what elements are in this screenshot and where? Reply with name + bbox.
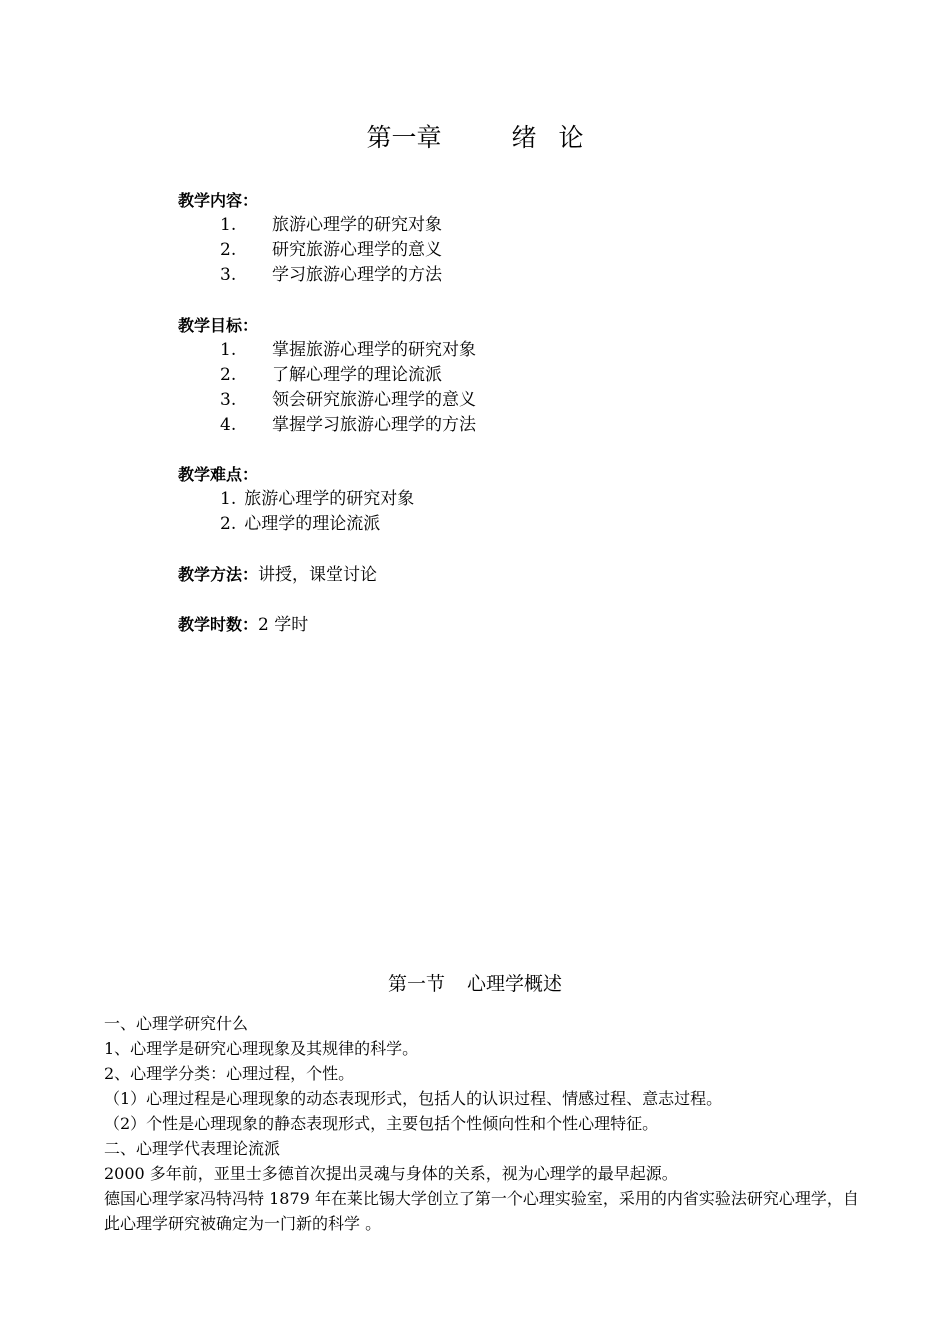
teaching-difficulties-label: 教学难点：	[178, 465, 259, 484]
list-item: 4. 掌握学习旅游心理学的方法	[220, 415, 476, 435]
teaching-hours-line	[178, 612, 308, 638]
list-item: 3. 领会研究旅游心理学的意义	[220, 390, 476, 410]
heading-two: 二、心理学代表理论流派	[104, 1139, 281, 1158]
list-item: 1. 旅游心理学的研究对象	[220, 489, 415, 509]
paragraph: 德国心理学家冯特冯特 1879 年在莱比锡大学创立了第一个心理实验室，采用的内省实验法研究心理学，自此心理学研究被确定为一门新的科学 。	[104, 1189, 859, 1233]
list-item: 2. 研究旅游心理学的意义	[220, 240, 442, 260]
list-item: 1. 旅游心理学的研究对象	[220, 215, 442, 235]
section-body	[104, 1011, 864, 1236]
section-title	[0, 970, 950, 998]
list-item: 3. 学习旅游心理学的方法	[220, 265, 442, 285]
chapter-title	[0, 121, 950, 155]
list-item: 2. 了解心理学的理论流派	[220, 365, 442, 385]
chapter-title-part1: 绪	[511, 123, 537, 152]
teaching-goals-label: 教学目标：	[178, 316, 259, 335]
teaching-methods-line	[178, 562, 377, 588]
list-item: 2. 心理学的理论流派	[220, 514, 381, 534]
list-item: 1. 掌握旅游心理学的研究对象	[220, 340, 476, 360]
chapter-title-part2: 论	[558, 123, 584, 152]
paragraph: （1）心理过程是心理现象的动态表现形式，包括人的认识过程、情感过程、意志过程。	[104, 1089, 723, 1108]
paragraph: （2）个性是心理现象的静态表现形式，主要包括个性倾向性和个性心理特征。	[104, 1114, 659, 1133]
paragraph: 2、心理学分类：心理过程，个性。	[104, 1064, 355, 1083]
heading-one: 一、心理学研究什么	[104, 1014, 249, 1033]
teaching-hours-value: 2 学时	[258, 615, 309, 635]
paragraph: 2000 多年前，亚里士多德首次提出灵魂与身体的关系，视为心理学的最早起源。	[104, 1164, 678, 1183]
teaching-hours-label: 教学时数：	[178, 615, 259, 634]
teaching-difficulties-block	[178, 462, 414, 537]
teaching-content-block	[178, 188, 442, 288]
section-number: 第一节	[387, 973, 445, 995]
teaching-content-label: 教学内容：	[178, 191, 259, 210]
teaching-methods-label: 教学方法：	[178, 565, 259, 584]
paragraph: 1、心理学是研究心理现象及其规律的科学。	[104, 1039, 419, 1058]
section-name: 心理学概述	[467, 973, 563, 995]
teaching-goals-block	[178, 313, 476, 438]
chapter-number: 第一章	[366, 123, 442, 152]
teaching-methods-value: 讲授，课堂讨论	[258, 565, 378, 585]
